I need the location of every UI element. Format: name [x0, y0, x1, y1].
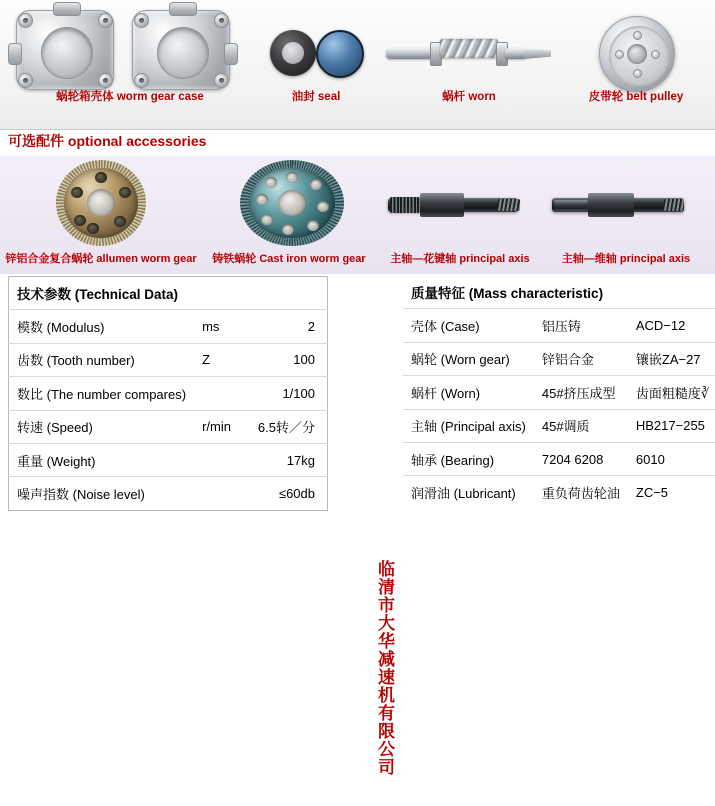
- row-col2: 45#挤压成型: [534, 376, 628, 409]
- gear-hole: [282, 224, 294, 235]
- shaft-thread: [498, 199, 520, 211]
- row-label: 蜗轮 (Worn gear): [403, 342, 534, 375]
- optional-accessories-title: 可选配件 optional accessories: [8, 133, 207, 149]
- case-lug: [18, 13, 33, 28]
- row-label: 转速 (Speed): [9, 410, 195, 443]
- accessory-cell-allumen-worm-gear: [4, 158, 198, 268]
- shaft-taper: [554, 200, 588, 211]
- part-label: 皮带轮 belt pulley: [588, 91, 684, 103]
- row-label: 数比 (The number compares): [9, 377, 195, 410]
- shaft-shoulder: [588, 193, 634, 217]
- case-lug: [98, 13, 113, 28]
- pulley-pin: [633, 69, 642, 78]
- case-neck: [53, 2, 81, 16]
- part-cell-worm-gear-case: [6, 4, 254, 104]
- spline-shaft-image: [380, 158, 540, 246]
- table-row: [9, 343, 328, 376]
- table-row: [403, 309, 715, 342]
- row-col3: 镶嵌ZA−27: [628, 342, 715, 375]
- accessory-label: 主轴—维轴 principal axis: [561, 253, 691, 265]
- row-col2: 45#调质: [534, 409, 628, 442]
- accessory-cell-taper-shaft: [542, 158, 710, 268]
- case-lug: [214, 73, 229, 88]
- row-col3: ZC−5: [635, 485, 669, 501]
- row-col2: 7204 6208: [534, 442, 628, 475]
- case-right-bore: [157, 27, 209, 79]
- case-side-boss: [8, 43, 22, 65]
- gear-hole: [261, 214, 273, 225]
- table-row: [9, 377, 328, 410]
- seal-ring: [270, 30, 316, 76]
- row-col3: HB217−255: [628, 409, 715, 442]
- accessory-label: 锌铝合金复合蜗轮 allumen worm gear: [5, 253, 197, 265]
- shaft-spline: [390, 197, 420, 213]
- row-label: 轴承 (Bearing): [403, 442, 534, 475]
- gear-hole: [310, 179, 322, 190]
- table-row: [403, 376, 715, 409]
- worm-shaft-end: [386, 48, 434, 59]
- row-symbol: [194, 377, 250, 410]
- row-label: 主轴 (Principal axis): [403, 409, 534, 442]
- gear-hole: [307, 220, 319, 231]
- row-value: 2: [250, 310, 328, 343]
- row-col2: 铝压铸: [534, 309, 628, 342]
- row-value: 17kg: [250, 443, 328, 476]
- case-lug: [134, 73, 149, 88]
- gear-body: [249, 168, 335, 238]
- gear-hole: [95, 172, 107, 183]
- row-symbol: [194, 477, 250, 510]
- accessory-label: 铸铁蜗轮 Cast iron worm gear: [212, 253, 366, 265]
- gear-hole: [286, 172, 298, 183]
- case-lug: [214, 13, 229, 28]
- case-lug: [18, 73, 33, 88]
- pulley-pin: [633, 31, 642, 40]
- table-row: [403, 342, 715, 375]
- gear-outer-bronze: [56, 160, 146, 246]
- shaft-thread: [664, 199, 684, 211]
- mass-characteristic-table: [403, 276, 715, 509]
- row-value: ≤60db: [278, 486, 315, 502]
- gear-hole: [87, 223, 99, 234]
- mass-characteristic-title: 质量特征 (Mass characteristic): [403, 276, 715, 309]
- gear-hole: [74, 215, 86, 226]
- gear-hole: [317, 201, 329, 212]
- case-lug: [134, 13, 149, 28]
- gear-hole: [114, 216, 126, 227]
- table-row: [403, 409, 715, 442]
- top-parts-strip: [0, 0, 715, 130]
- table-row: [403, 442, 715, 475]
- row-col3: ACD−12: [628, 309, 715, 342]
- worm-shaft-mid: [505, 48, 527, 59]
- company-name-vertical: 临清市大华减速机有限公司: [375, 560, 394, 776]
- vertical-separator: [395, 556, 396, 806]
- shaft-shoulder: [420, 193, 464, 217]
- gear-hole: [256, 194, 268, 205]
- accessories-strip: [0, 156, 715, 274]
- row-col2: 重负荷齿轮油: [541, 486, 620, 502]
- seal-cap: [316, 30, 364, 78]
- case-side-boss: [224, 43, 238, 65]
- taper-shaft-image: [542, 158, 710, 246]
- gear-hole: [265, 177, 277, 188]
- worm-thread: [440, 38, 498, 58]
- case-left-bore: [41, 27, 93, 79]
- part-cell-belt-pulley: [562, 4, 710, 104]
- table-header-row: [403, 276, 715, 309]
- row-value: 6.5转／分: [250, 410, 328, 443]
- gear-hub: [87, 189, 115, 217]
- table-row: [9, 410, 328, 443]
- gear-hole: [71, 187, 83, 198]
- spec-tables: [0, 276, 715, 776]
- accessory-cell-spline-shaft: [380, 158, 540, 268]
- pulley-pin: [615, 50, 624, 59]
- worm-shaft-taper: [525, 48, 551, 59]
- row-col3: 6010: [628, 442, 715, 475]
- table-row: [9, 477, 328, 510]
- pulley-body: [599, 16, 675, 92]
- part-label: 蜗轮箱壳体 worm gear case: [56, 91, 204, 103]
- accessory-label: 主轴—花键轴 principal axis: [390, 253, 530, 265]
- pulley-pin: [651, 50, 660, 59]
- accessory-cell-cast-iron-worm-gear: [200, 158, 378, 268]
- part-label: 油封 seal: [291, 91, 341, 103]
- row-symbol: r/min: [194, 410, 250, 443]
- gear-hole: [119, 187, 131, 198]
- pulley-hub: [627, 44, 647, 64]
- part-cell-seal: [256, 4, 376, 104]
- row-symbol: ms: [194, 310, 250, 343]
- table-row: [403, 476, 715, 509]
- row-value: 1/100: [250, 377, 328, 410]
- row-value: 100: [250, 343, 328, 376]
- gear-body: [64, 168, 138, 238]
- row-col2: 锌铝合金: [534, 342, 628, 375]
- table-row: [9, 310, 328, 343]
- case-left-body: [16, 10, 114, 90]
- row-symbol: [194, 443, 250, 476]
- bronze-worm-gear-image: [4, 158, 198, 246]
- part-label: 蜗杆 worn: [442, 91, 496, 103]
- case-right-body: [132, 10, 230, 90]
- table-row: [9, 443, 328, 476]
- gear-outer-teal: [240, 160, 344, 246]
- row-col3: 齿面粗糙度∛: [628, 376, 715, 409]
- row-label: 润滑油 (Lubricant): [411, 486, 516, 502]
- row-label: 模数 (Modulus): [9, 310, 195, 343]
- row-symbol: Z: [194, 343, 250, 376]
- row-label: 蜗杆 (Worn): [403, 376, 534, 409]
- cast-iron-worm-gear-image: [200, 158, 378, 246]
- row-label: 重量 (Weight): [9, 443, 195, 476]
- row-label: 噪声指数 (Noise level): [17, 487, 145, 503]
- table-header-row: [9, 277, 328, 310]
- row-label: 壳体 (Case): [403, 309, 534, 342]
- technical-data-title: 技术参数 (Technical Data): [9, 277, 328, 310]
- gear-hub: [278, 190, 306, 216]
- case-lug: [98, 73, 113, 88]
- part-cell-worm: [378, 4, 560, 104]
- case-neck: [169, 2, 197, 16]
- technical-data-table: [8, 276, 328, 511]
- row-label: 齿数 (Tooth number): [9, 343, 195, 376]
